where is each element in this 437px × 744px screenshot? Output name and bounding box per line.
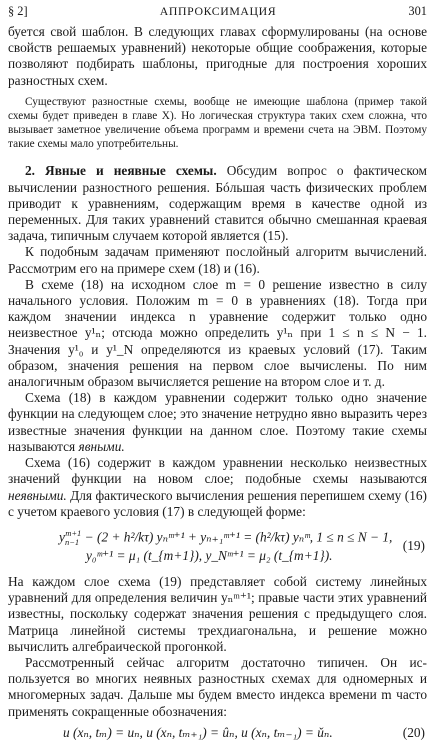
- equation-20: [8, 724, 427, 744]
- section-paragraph: [8, 163, 427, 244]
- paragraph-layer: К подобным задачам применяют послойный алгоритм вычислений. Рассмотрим его на примере схем (18) и (16).: [8, 244, 427, 276]
- equation-20-body: u (xₙ, tₘ) = uₙ, u (xₙ, tₘ₊₁) = ûₙ, u (xₙ, tₘ₋₁) = ǔₙ.: [63, 724, 333, 740]
- equation-20-number: (20): [402, 724, 425, 740]
- paragraph-small-print: Существуют разностные схемы, вообще не имеющие шаблона (пример такой схемы будет приведен в главе X). Но логическая структура таких схем сложна, что вызывает заметное увеличение объема программ и времени счета на ЭВМ. Поэтому такие схемы мало употребительны.: [8, 95, 427, 150]
- equation-19-number: (19): [402, 537, 425, 553]
- implicit-text-a: Схема (16) содержит в каждом уравнении несколько неизвестных значений функции на новом слое; подобные схемы называются: [8, 455, 427, 487]
- paragraph-algorithm: Рассмотренный сейчас алгоритм достаточно типичен. Он используется во многих неявных разностных схемах для одномерных и многомерных задач. Дальше мы будем вместо индекса времени m часто применять сокращенные обозначения:: [8, 654, 427, 719]
- paragraph-implicit: [8, 455, 427, 520]
- paragraph-schema-18: В схеме (18) на исходном слое m = 0 решение известно в силу начального условия. Положим m = 0 в уравнениях (18). Тогда при каждом значении индекса n уравнение содержит только одно неизвестное y¹ₙ; отсюда можно определить y¹ₙ при 1 ≤ n ≤ N − 1. Значения y¹₀ и y¹_N определяются из краевых условий (17). Таким образом, значения решения на первом слое вычислены. По ним аналогичным образом вычисляется решение на втором слое и т. д.: [8, 276, 427, 390]
- section-heading: 2. Явные и неявные схемы.: [25, 163, 217, 179]
- equation-19-row-1-rest: − (2 + h²/kτ) yₙᵐ⁺¹ + yₙ₊₁ᵐ⁺¹ = (h²/kτ) yₙᵐ, 1 ≤ n ≤ N − 1,: [84, 529, 393, 545]
- section-body: Обсудим вопрос о фактическом вычислении разностного решения. Бóльшая часть физических проблем приводит к уравнениям, содержащим время в качестве одной из переменных. Для таких уравнений ставится обычно смешанная краевая задача, типичным случаем которой является (15).: [8, 163, 427, 244]
- implicit-term: неявными.: [8, 487, 67, 503]
- equation-19-row-2: y₀ᵐ⁺¹ = μ₁ (t_{m+1}), y_Nᵐ⁺¹ = μ₂ (t_{m+1}).: [86, 547, 333, 563]
- explicit-text: Схема (18) в каждом уравнении содержит только одно значение функции на следующем слое; это значение нетрудно явно выразить через известные значения функции на данном слое. Поэтому такие схемы называются: [8, 390, 427, 454]
- equation-19-row-1: $y_{n-1}^{m+1} - (2 + h^2/k\tau)$ yₙᵐ⁺¹ + yₙ₊₁ᵐ⁺¹ = (h²/kτ) yₙᵐ, 1 ≤ n ≤ N − 1,: [59, 527, 393, 547]
- header-title: АППРОКСИМАЦИЯ: [159, 4, 277, 18]
- paragraph-explicit: [8, 390, 427, 455]
- paragraph-intro: буется свой шаблон. В следующих главах сформулированы (на основе свойств решаемых уравнений) некоторые общие соображения, которые позволяют подбирать шаблоны, пригодные для построения хороших разностных схем.: [8, 24, 427, 88]
- header-page-number: 301: [408, 4, 427, 18]
- running-header: [8, 4, 427, 24]
- implicit-text-b: Для фактического вычисления решения перепишем схему (16) с учетом краевого условия (17) в следующей форме:: [8, 487, 427, 519]
- header-section: § 2]: [8, 4, 28, 18]
- paragraph-each-layer: На каждом слое схема (19) представляет собой систему линейных уравнений для определения величин yₙᵐ⁺¹; правые части этих уравнений известны, поскольку содержат значения решения с предыдущего слоя. Матрица линейной системы трехдиагональна, и решение можно вычислить алгебраической прогонкой.: [8, 573, 427, 654]
- equation-19: [8, 524, 427, 568]
- explicit-term: явными.: [78, 438, 125, 454]
